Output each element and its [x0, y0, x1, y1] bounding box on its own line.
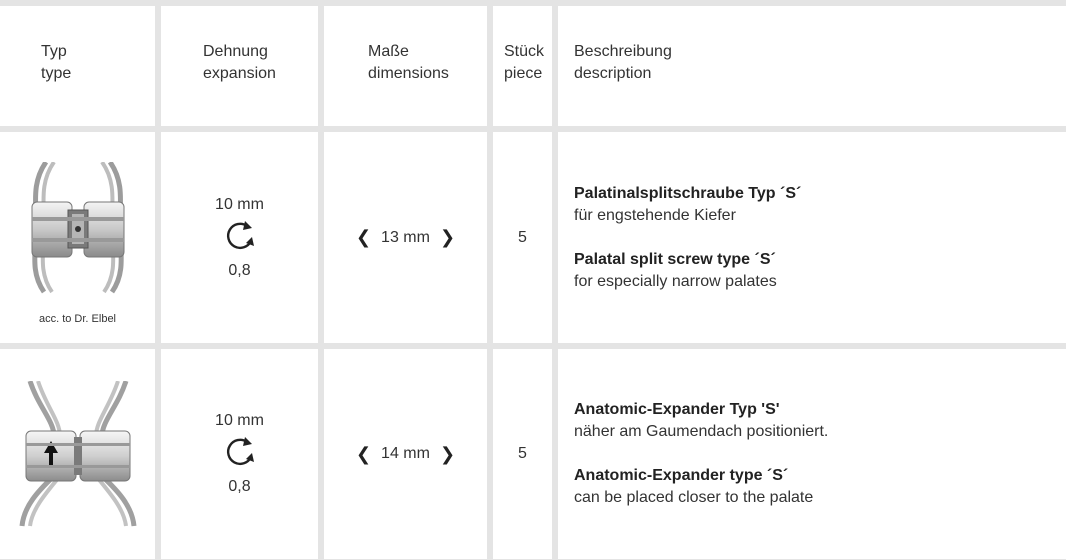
- description-text-en-2: can be placed closer to the palate: [574, 489, 814, 506]
- split-screw-image: [18, 162, 138, 297]
- expansion-step-1: 0,8: [228, 261, 251, 279]
- product-image-cell-2: [0, 349, 155, 559]
- header-stueck: [493, 6, 552, 126]
- expansion-step-2: 0,8: [228, 478, 251, 495]
- dimension-value-2: 14 mm: [381, 445, 430, 462]
- description-title-de-2: Anatomic-Expander Typ 'S': [574, 401, 780, 418]
- expansion-max-1: 10 mm: [215, 195, 264, 213]
- dimension-cell-2: [324, 349, 487, 559]
- description-text-de-2: näher am Gaumendach positioniert.: [574, 423, 829, 440]
- product-image-cell-1: [0, 132, 155, 343]
- header-beschreibung-de: Beschreibung: [574, 43, 672, 60]
- header-beschreibung-en: description: [574, 65, 652, 82]
- description-title-en-2: Anatomic-Expander type ´S´: [574, 467, 789, 484]
- description-cell-2: [558, 349, 1066, 559]
- pieces-cell-1: [493, 132, 552, 343]
- header-dehnung-en: expansion: [203, 65, 276, 82]
- header-typ-en: type: [41, 65, 72, 82]
- header-typ: [0, 6, 155, 126]
- dimension-cell-1: [324, 132, 487, 343]
- description-text-en-1: for especially narrow palates: [574, 272, 777, 290]
- expansion-cell-1: [161, 132, 318, 343]
- header-stueck-en: piece: [504, 65, 543, 82]
- header-masse-en: dimensions: [368, 65, 449, 82]
- header-stueck-de: Stück: [504, 43, 545, 60]
- expansion-cell-2: [161, 349, 318, 559]
- header-dehnung: [161, 6, 318, 126]
- pieces-value-1: 5: [518, 228, 527, 246]
- anatomic-expander-image: [18, 381, 138, 531]
- description-text-de-1: für engstehende Kiefer: [574, 206, 736, 224]
- pieces-value-2: 5: [518, 445, 527, 462]
- rotation-arrow-icon: [223, 219, 257, 259]
- rotation-arrow-icon: [223, 435, 257, 475]
- dimension-value-1: 13 mm: [381, 228, 430, 246]
- description-title-en-1: Palatal split screw type ´S´: [574, 250, 776, 268]
- product-caption-1: acc. to Dr. Elbel: [38, 313, 117, 325]
- expansion-max-2: 10 mm: [215, 412, 264, 429]
- header-beschreibung: [558, 6, 1066, 126]
- pieces-cell-2: [493, 349, 552, 559]
- chevron-left-icon: ❮: [355, 227, 372, 247]
- header-masse: [324, 6, 487, 126]
- chevron-right-icon: ❯: [439, 227, 456, 247]
- header-dehnung-de: Dehnung: [203, 43, 268, 60]
- description-cell-1: [558, 132, 1066, 343]
- header-masse-de: Maße: [368, 43, 409, 60]
- chevron-right-icon: ❯: [439, 443, 456, 464]
- header-typ-de: Typ: [41, 43, 67, 60]
- chevron-left-icon: ❮: [355, 443, 372, 464]
- description-title-de-1: Palatinalsplitschraube Typ ´S´: [574, 184, 802, 202]
